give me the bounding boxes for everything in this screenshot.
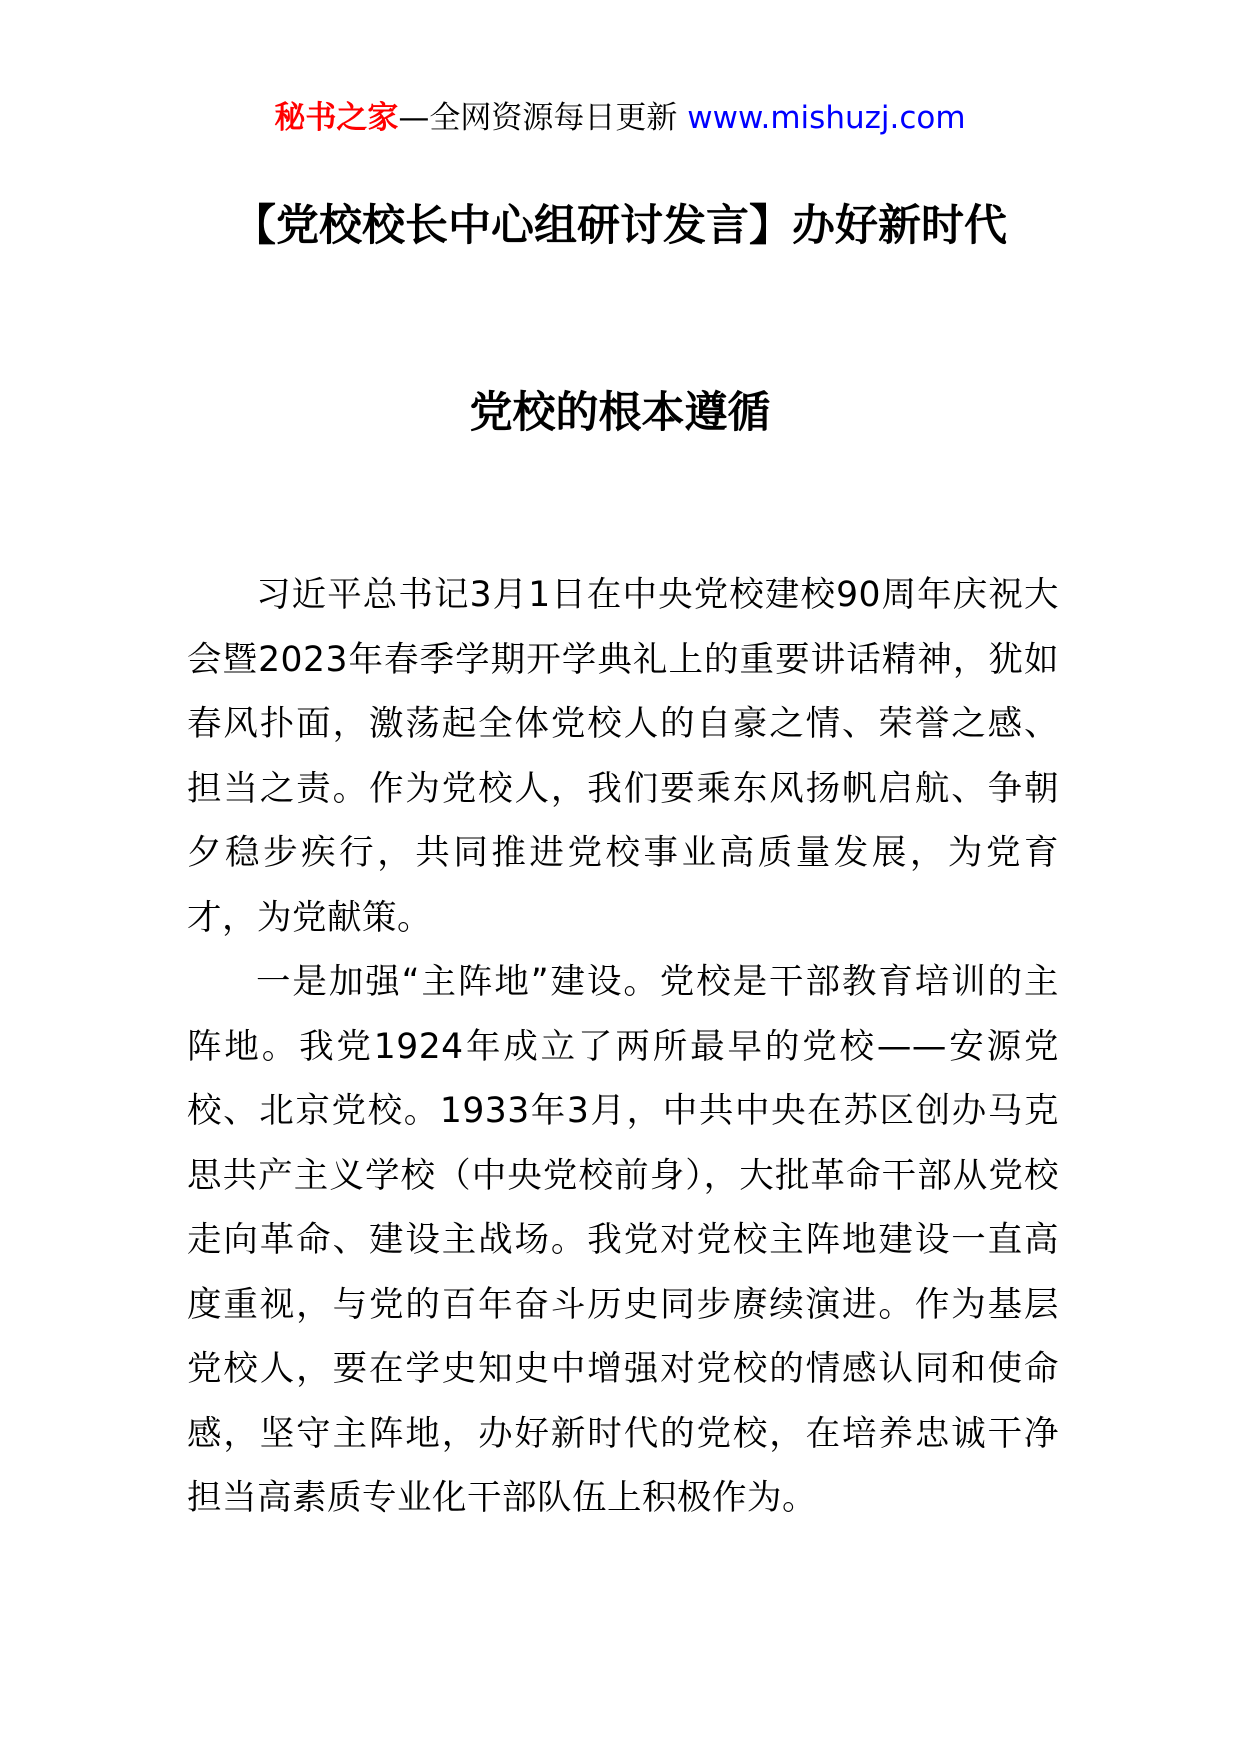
site-url-link[interactable]: www.mishuzj.com: [687, 100, 966, 136]
document-body: [187, 563, 1059, 1531]
document-title-line-1: 【党校校长中心组研讨发言】办好新时代: [233, 201, 1007, 251]
brand-name: 秘书之家: [274, 100, 399, 136]
document-title-line-2: 党校的根本遵循: [469, 388, 771, 438]
site-header: [0, 98, 1240, 138]
body-paragraph-intro: 习近平总书记3月1日在中央党校建校90周年庆祝大会暨2023年春季学期开学典礼上的重要讲话精神，犹如春风扑面，激荡起全体党校人的自豪之情、荣誉之感、担当之责。作为党校人，我们要乘东风扬帆启航、争朝夕稳步疾行，共同推进党校事业高质量发展，为党育才，为党献策。: [187, 575, 1059, 938]
header-tagline: —全网资源每日更新: [398, 100, 688, 136]
body-paragraph-main-position: 一是加强“主阵地”建设。党校是干部教育培训的主阵地。我党1924年成立了两所最早的党校——安源党校、北京党校。1933年3月，中共中央在苏区创办马克思共产主义学校（中央党校前身），大批革命干部从党校走向革命、建设主战场。我党对党校主阵地建设一直高度重视，与党的百年奋斗历史同步赓续演进。作为基层党校人，要在学史知史中增强对党校的情感认同和使命感，坚守主阵地，办好新时代的党校，在培养忠诚干净担当高素质专业化干部队伍上积极作为。: [187, 962, 1059, 1518]
